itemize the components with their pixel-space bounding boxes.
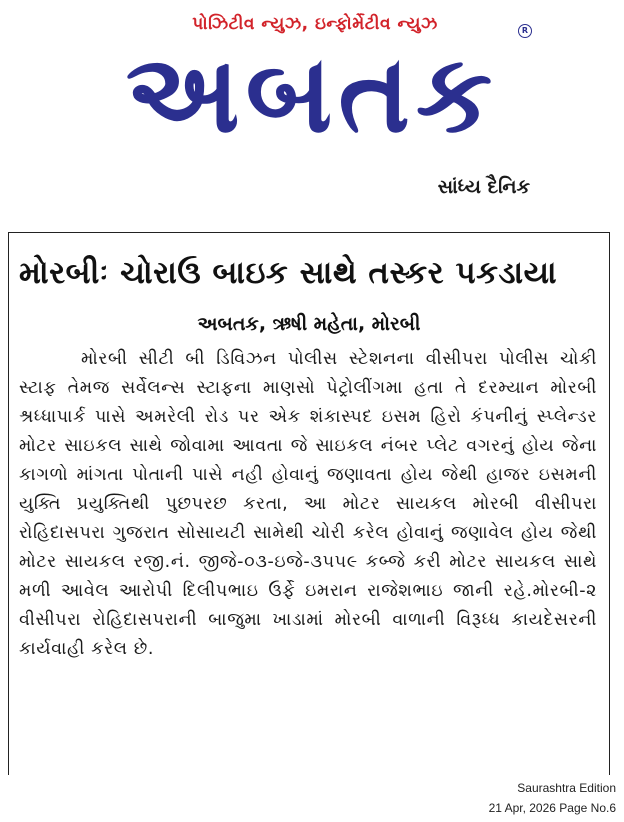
article-body: મોરબી સીટી બી ડિવિઝન પોલીસ સ્ટેશનના વીસીપરા પોલીસ ચોકી સ્ટાફ તેમજ સર્વેલન્સ સ્ટાફના માણસો પેટ્રોલીંગમા હતા તે દરમ્યાન મોરબી શ્રધ્ધાપાર્ક પાસે અમરેલી રોડ પર એક શંકાસ્પદ ઇસમ હિરો કંપનીનું સ્પ્લેન્ડર મોટર સાઇકલ સાથે જોવામા આવતા જે સાઇકલ નંબર પ્લેટ વગરનું હોય જેના કાગળો માંગતા પોતાની પાસે નહી હોવાનું જણાવતા હોય જેથી હાજર ઇસમની યુક્તિ પ્રયુક્તિથી પુછપરછ કરતા, આ મોટર સાયકલ મોરબી વીસીપરા રોહિદાસપરા ગુજરાત સોસાયટી સામેથી ચોરી કરેલ હોવાનું જણાવેલ હોય જેથી મોટર સાયકલ રજી.નં. જીજે-૦૩-ઇજે-૩૫૫૯ કબ્જે કરી મોટર સાયકલ સાથે મળી આવેલ આરોપી દિલીપભાઇ ઉર્ફે ઇમરાન રાજેશભાઇ જાની રહે.મોરબી-૨ વીસીપરા રોહિદાસપરાની બાજુમા ખાડામાં મોરબી વાળાની વિરૂધ્ધ કાયદેસરની કાર્યવાહી કરેલ છે. [19, 349, 597, 659]
masthead [0, 0, 624, 215]
article-box [8, 232, 610, 775]
edition-label: Saurashtra Edition [517, 781, 616, 795]
article-byline: અબતક, ઋષી મહેતા, મોરબી [197, 313, 421, 335]
registered-mark-icon: R [518, 24, 532, 38]
date-page-label: 21 Apr, 2026 Page No.6 [488, 801, 616, 815]
newspaper-logo: અબતક [125, 36, 499, 154]
edition-type-label: સાંધ્ય દૈનિક [437, 176, 530, 198]
article-headline: મોરબીઃ ચોરાઉ બાઇક સાથે તસ્કર પકડાયા [19, 255, 558, 291]
page-footer [489, 778, 616, 818]
masthead-tagline: પોઝિટીવ ન્યુઝ, ઇન્ફોર્મેટીવ ન્યુઝ [192, 14, 438, 34]
